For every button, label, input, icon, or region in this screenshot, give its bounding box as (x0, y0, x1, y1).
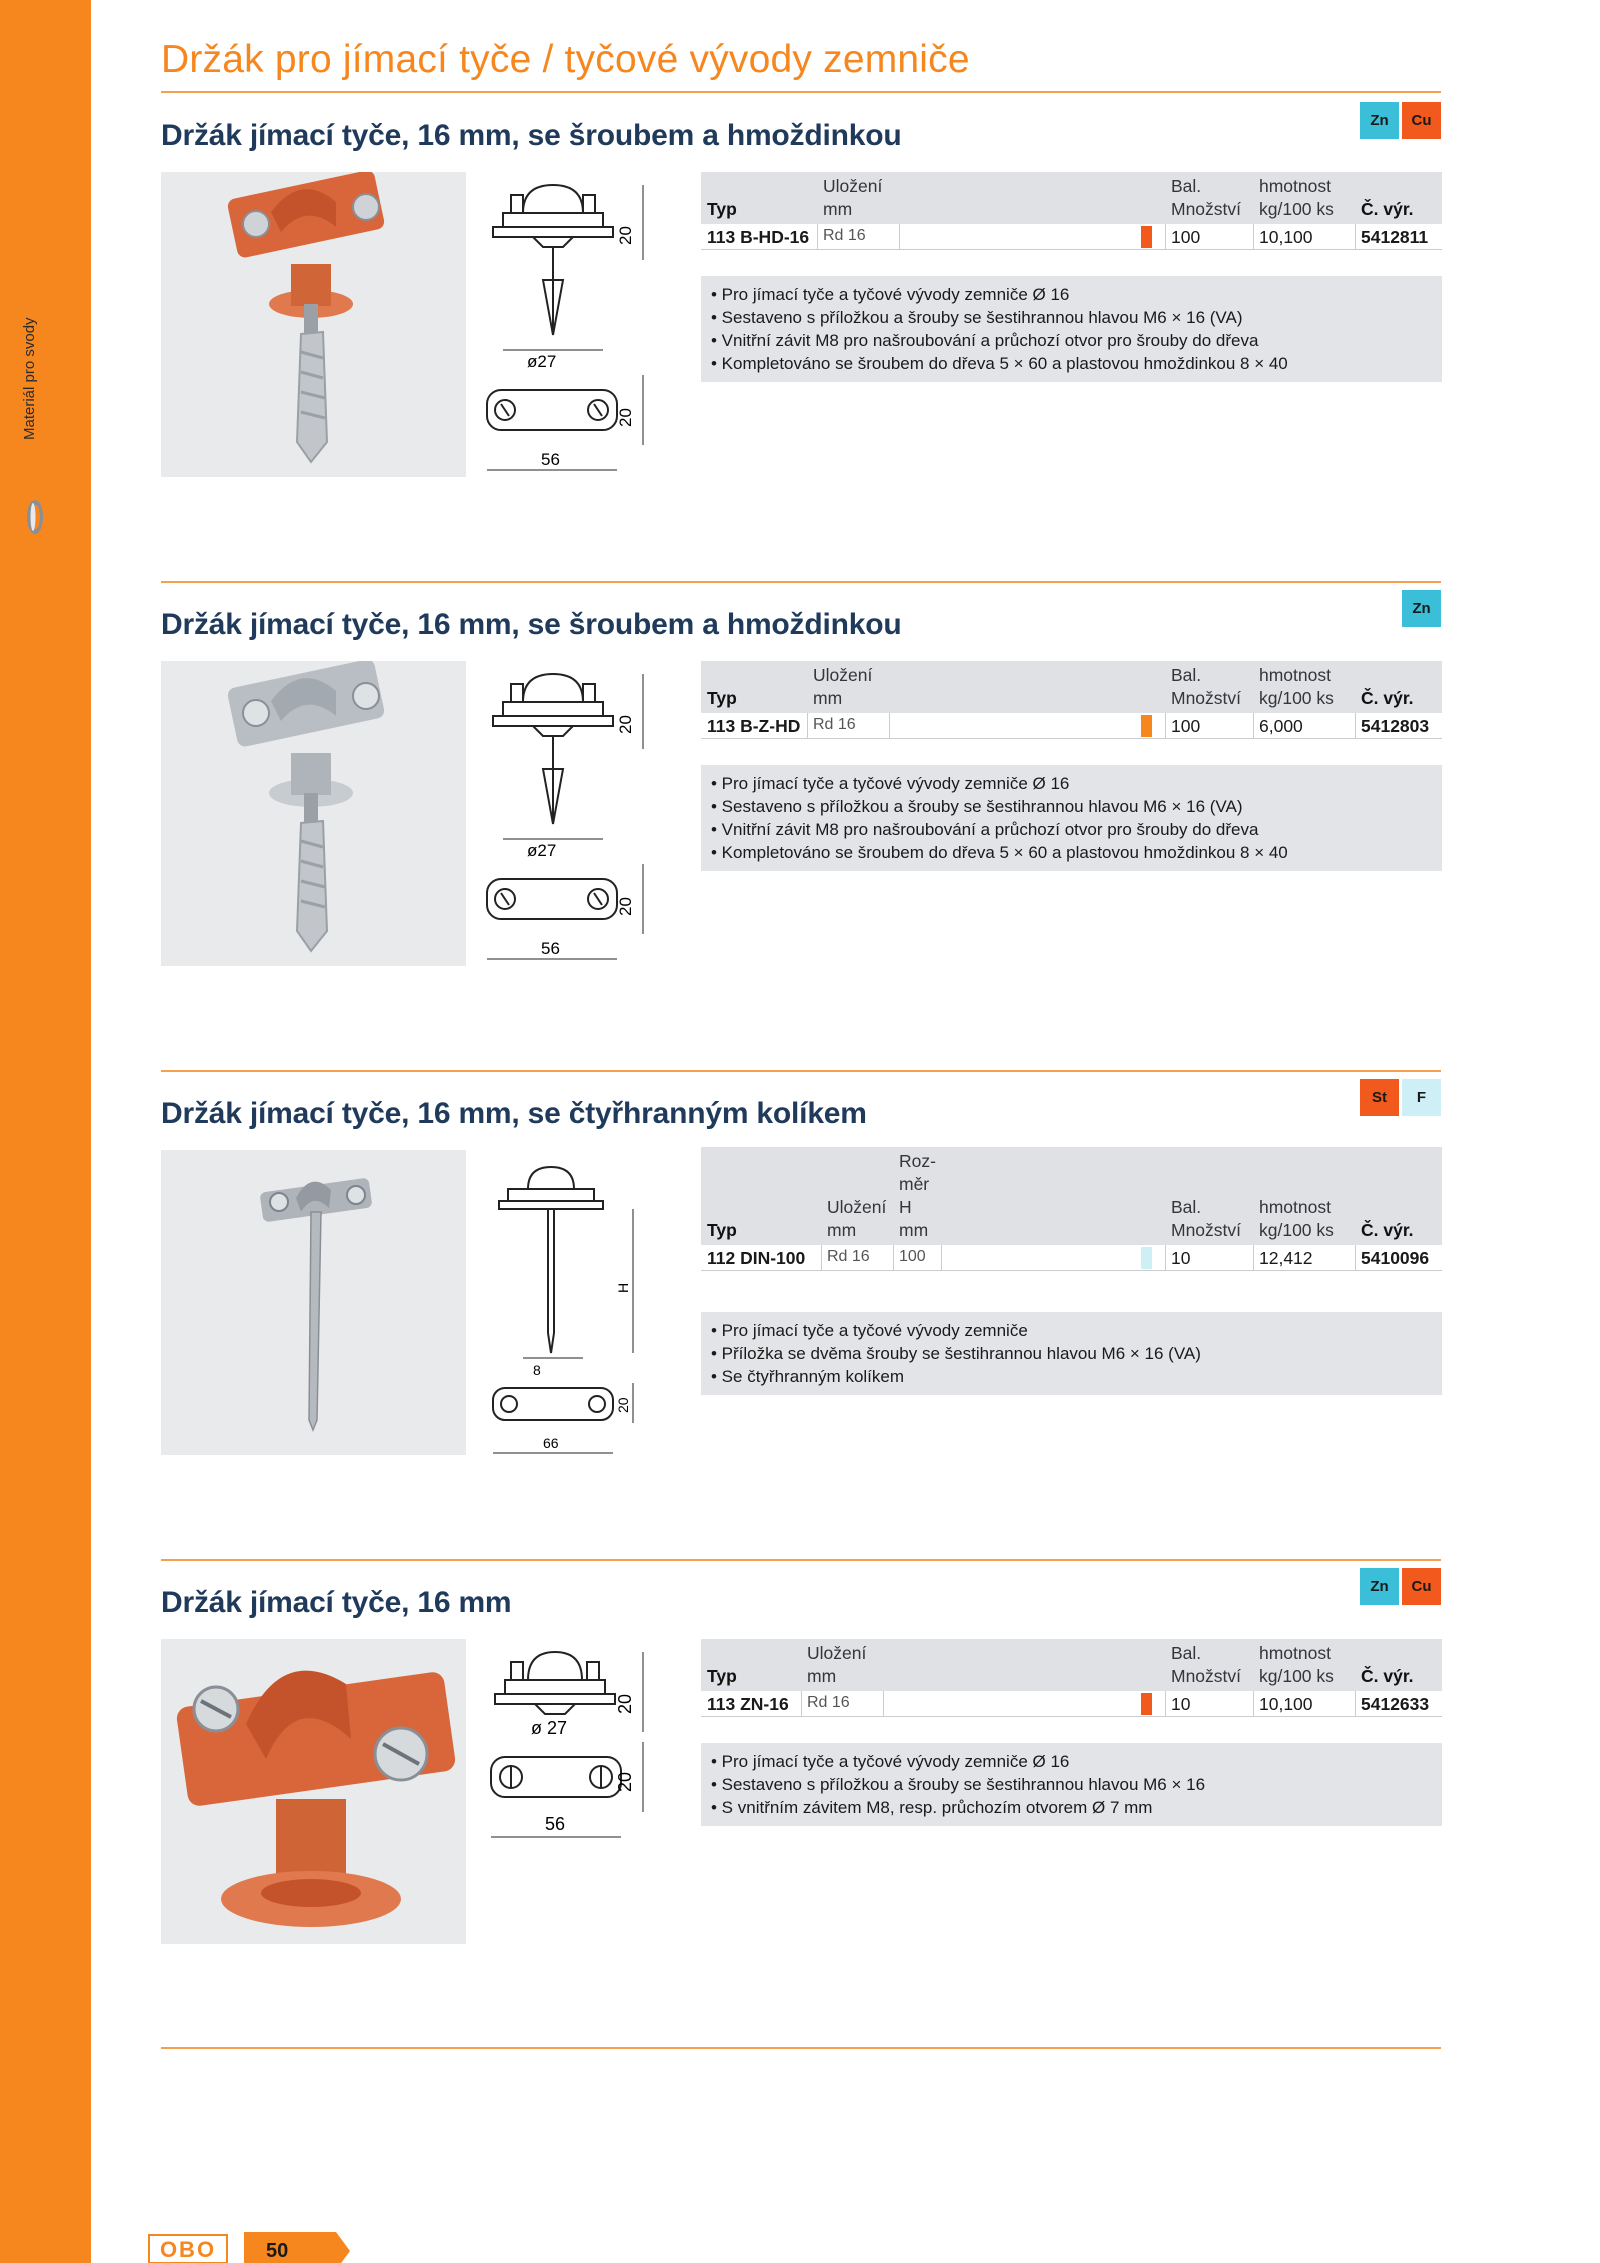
section-title: Držák jímací tyče, 16 mm (161, 1586, 512, 1619)
col-bal-unit: Množství (1171, 1220, 1242, 1240)
product-table (701, 172, 1442, 250)
badge-zn: Zn (1360, 102, 1399, 139)
dim-width: 56 (545, 1814, 566, 1834)
feature-item: • Pro jímací tyče a tyčové vývody zemniče (711, 1321, 1028, 1340)
col-bal-unit: Množství (1171, 1666, 1242, 1686)
feature-item: • Kompletováno se šroubem do dřeva 5 × 60 a plastovou hmoždinkou 8 × 40 (711, 843, 1288, 862)
logo-text: OBO (159, 2237, 217, 2262)
page-tab-shape (244, 2232, 350, 2263)
feature-item: • Sestaveno s příložkou a šrouby se šestihrannou hlavou M6 × 16 (VA) (711, 308, 1243, 327)
cell-ulozeni: Rd 16 (813, 716, 856, 733)
feature-item: • Se čtyřhranným kolíkem (711, 1367, 905, 1386)
material-badges (1402, 590, 1441, 627)
ring-clamp-icon (24, 495, 46, 539)
cell-hmotnost: 6,000 (1259, 716, 1303, 736)
col-bal-unit: Množství (1171, 688, 1242, 708)
product-table (701, 661, 1442, 739)
col-hmotnost-unit: kg/100 ks (1259, 199, 1334, 219)
col-bal: Bal. (1171, 176, 1202, 196)
product-table (701, 1147, 1442, 1271)
product-photo (161, 172, 466, 477)
feature-item: • Kompletováno se šroubem do dřeva 5 × 60 a plastovou hmoždinkou 8 × 40 (711, 354, 1288, 373)
section-title: Držák jímací tyče, 16 mm, se šroubem a hmoždinkou (161, 608, 902, 641)
dim-diameter: ø27 (527, 841, 557, 860)
col-hmotnost-unit: kg/100 ks (1259, 1220, 1334, 1240)
badge-f: F (1402, 1079, 1441, 1116)
col-typ: Typ (707, 1220, 737, 1240)
copper-holder-photo (161, 172, 466, 477)
cell-hmotnost: 10,100 (1259, 1694, 1313, 1714)
feature-item: • Vnitřní závit M8 pro našroubování a průchozí otvor pro šrouby do dřeva (711, 331, 1259, 350)
row-marker (1141, 715, 1152, 737)
dim-width: 56 (541, 939, 560, 958)
feature-item: • Pro jímací tyče a tyčové vývody zemniče Ø 16 (711, 285, 1070, 304)
cell-bal: 10 (1171, 1248, 1191, 1268)
table-row (701, 1691, 1442, 1717)
cell-ulozeni: Rd 16 (807, 1694, 850, 1711)
feature-item: • Pro jímací tyče a tyčové vývody zemniče Ø 16 (711, 774, 1070, 793)
cell-typ: 113 B-HD-16 (707, 227, 810, 247)
section-title: Držák jímací tyče, 16 mm, se čtyřhranným kolíkem (161, 1097, 867, 1130)
badge-cu: Cu (1402, 102, 1441, 139)
col-cvyr: Č. výr. (1361, 1666, 1414, 1686)
product-photo (161, 1150, 466, 1455)
col-typ: Typ (707, 688, 737, 708)
feature-list (701, 276, 1442, 382)
col-ulozeni: Uložení (823, 176, 883, 196)
dim-height-2: 20 (615, 1771, 635, 1792)
cell-typ: 112 DIN-100 (707, 1248, 806, 1268)
sidebar-label: Materiál pro svody (21, 317, 38, 440)
feature-item: • Příložka se dvěma šrouby se šestihrannou hlavou M6 × 16 (VA) (711, 1344, 1201, 1363)
feature-item: • Vnitřní závit M8 pro našroubování a průchozí otvor pro šrouby do dřeva (711, 820, 1259, 839)
col-rozmer-2: měr (899, 1174, 930, 1194)
col-hmotnost: hmotnost (1259, 665, 1331, 685)
dim-height-1: 20 (616, 715, 635, 734)
badge-zn: Zn (1402, 590, 1441, 627)
obo-logo (148, 2234, 228, 2263)
table-header (701, 661, 1442, 713)
feature-list (701, 1312, 1442, 1395)
cell-cvyr: 5412633 (1361, 1694, 1430, 1714)
cell-ulozeni: Rd 16 (823, 227, 866, 244)
dim-height-2: 20 (616, 897, 635, 916)
peg-holder-photo (161, 1150, 466, 1455)
dim-width: 56 (541, 450, 560, 469)
dim-diameter: ø 27 (531, 1718, 568, 1738)
dim-height-1: H (615, 1282, 631, 1293)
col-cvyr: Č. výr. (1361, 199, 1414, 219)
product-photo (161, 661, 466, 966)
table-row (701, 713, 1442, 739)
feature-item: • S vnitřním závitem M8, resp. průchozím otvorem Ø 7 mm (711, 1798, 1153, 1817)
col-cvyr: Č. výr. (1361, 688, 1414, 708)
feature-item: • Pro jímací tyče a tyčové vývody zemniče Ø 16 (711, 1752, 1070, 1771)
copper-holder-large-photo (161, 1639, 466, 1944)
dim-diameter: 8 (533, 1362, 541, 1378)
cell-cvyr: 5412811 (1361, 227, 1429, 247)
divider (161, 581, 1441, 583)
divider (161, 1559, 1441, 1561)
col-rozmer-unit: mm (899, 1220, 929, 1240)
col-typ: Typ (707, 199, 737, 219)
cell-hmotnost: 10,100 (1259, 227, 1313, 247)
col-hmotnost: hmotnost (1259, 1643, 1331, 1663)
technical-drawing (483, 664, 663, 979)
row-marker (1141, 1693, 1152, 1715)
cell-bal: 100 (1171, 227, 1201, 247)
col-hmotnost-unit: kg/100 ks (1259, 1666, 1334, 1686)
col-ulozeni-unit: mm (823, 199, 853, 219)
col-bal: Bal. (1171, 1643, 1202, 1663)
col-ulozeni-unit: mm (827, 1220, 857, 1240)
feature-list (701, 1743, 1442, 1826)
product-photo (161, 1639, 466, 1944)
cell-ulozeni: Rd 16 (827, 1248, 870, 1265)
page-number-tab (244, 2232, 350, 2263)
divider (161, 2047, 1441, 2049)
cell-hmotnost: 12,412 (1259, 1248, 1313, 1268)
col-ulozeni: Uložení (827, 1197, 887, 1217)
badge-cu: Cu (1402, 1568, 1441, 1605)
dim-diameter: ø27 (527, 352, 557, 371)
col-rozmer-h: H (899, 1197, 912, 1217)
divider (161, 91, 1441, 93)
product-table (701, 1639, 1442, 1717)
cell-bal: 10 (1171, 1694, 1191, 1714)
section-title: Držák jímací tyče, 16 mm, se šroubem a hmoždinkou (161, 119, 902, 152)
row-marker (1141, 1247, 1152, 1269)
col-hmotnost: hmotnost (1259, 1197, 1331, 1217)
row-marker (1141, 226, 1152, 248)
page-number: 50 (266, 2240, 289, 2262)
divider (161, 1070, 1441, 1072)
badge-st: St (1360, 1079, 1399, 1116)
col-hmotnost: hmotnost (1259, 176, 1331, 196)
col-bal-unit: Množství (1171, 199, 1242, 219)
table-row (701, 1245, 1442, 1271)
zinc-holder-photo (161, 661, 466, 966)
dim-height-1: 20 (616, 226, 635, 245)
table-header (701, 1639, 1442, 1691)
material-badges (1360, 102, 1441, 139)
feature-item: • Sestaveno s příložkou a šrouby se šestihrannou hlavou M6 × 16 (711, 1775, 1206, 1794)
col-ulozeni: Uložení (807, 1643, 867, 1663)
cell-rozmer: 100 (899, 1248, 926, 1265)
feature-list (701, 765, 1442, 871)
technical-drawing (483, 1642, 663, 1957)
table-header (701, 172, 1442, 224)
table-row (701, 224, 1442, 250)
col-ulozeni-unit: mm (807, 1666, 837, 1686)
dim-height-1: 20 (615, 1693, 635, 1714)
technical-drawing (483, 1153, 663, 1468)
cell-typ: 113 ZN-16 (707, 1694, 789, 1714)
col-ulozeni-unit: mm (813, 688, 843, 708)
col-cvyr: Č. výr. (1361, 1220, 1414, 1240)
technical-drawing (483, 175, 663, 490)
dim-width: 66 (543, 1435, 559, 1451)
dim-height-2: 20 (615, 1397, 631, 1413)
cell-typ: 113 B-Z-HD (707, 716, 801, 736)
col-bal: Bal. (1171, 665, 1202, 685)
table-header (701, 1147, 1442, 1245)
dim-height-2: 20 (616, 408, 635, 427)
feature-item: • Sestaveno s příložkou a šrouby se šestihrannou hlavou M6 × 16 (VA) (711, 797, 1243, 816)
badge-zn: Zn (1360, 1568, 1399, 1605)
col-rozmer: Roz- (899, 1151, 936, 1171)
cell-cvyr: 5410096 (1361, 1248, 1430, 1268)
page-title: Držák pro jímací tyče / tyčové vývody zemniče (161, 38, 970, 81)
col-bal: Bal. (1171, 1197, 1202, 1217)
cell-bal: 100 (1171, 716, 1201, 736)
sidebar (0, 0, 91, 2263)
col-hmotnost-unit: kg/100 ks (1259, 688, 1334, 708)
cell-cvyr: 5412803 (1361, 716, 1430, 736)
material-badges (1360, 1079, 1441, 1116)
col-typ: Typ (707, 1666, 737, 1686)
material-badges (1360, 1568, 1441, 1605)
col-ulozeni: Uložení (813, 665, 873, 685)
